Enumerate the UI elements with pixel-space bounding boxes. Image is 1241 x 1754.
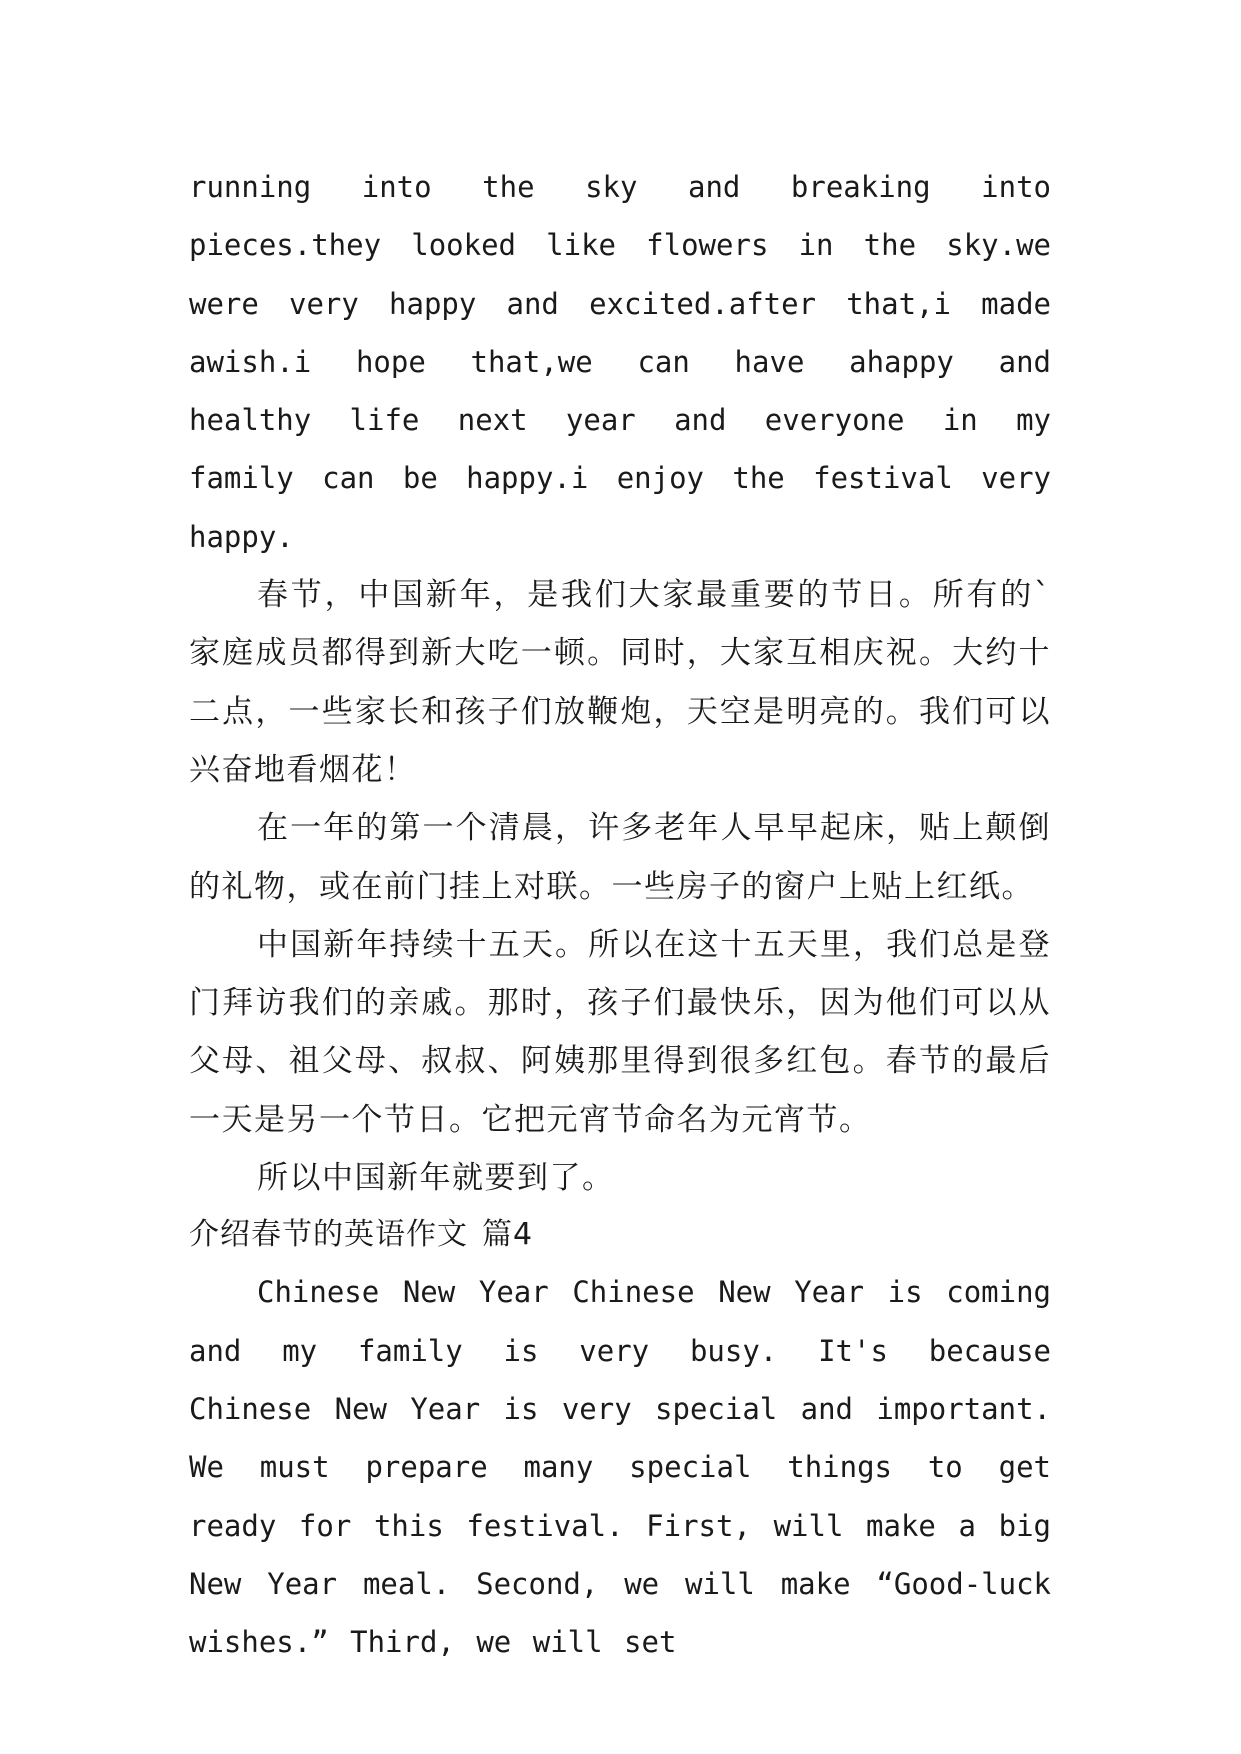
paragraph-spring-festival-intro: 春节，中国新年，是我们大家最重要的节日。所有的`家庭成员都得到新大吃一顿。同时，大家互相庆祝。大约十二点，一些家长和孩子们放鞭炮，天空是明亮的。我们可以兴奋地看烟花！ [189,577,1051,788]
paragraph-closing: 所以中国新年就要到了。 [257,1160,615,1197]
section-heading [189,1207,1051,1263]
paragraph-fifteen-days: 中国新年持续十五天。所以在这十五天里，我们总是登门拜访我们的亲戚。那时，孩子们最快乐，因为他们可以从父母、祖父母、叔叔、阿姨那里得到很多红包。春节的最后一天是另一个节日。它把元宵节命名为元宵节。 [189,926,1051,1138]
section-heading-title: 介绍春节的英语作文 [189,1217,468,1253]
section-heading-number: 篇4 [482,1217,534,1253]
document-body [189,158,1051,1671]
paragraph-first-morning: 在一年的第一个清晨，许多老年人早早起床，贴上颠倒的礼物，或在前门挂上对联。一些房子的窗户上贴上红纸。 [189,810,1051,905]
paragraph-english-new-year: Chinese New Year Chinese New Year is coming and my family is very busy. It's because Chinese New Year is very special and important. We must prepare many special things to get ready for this festival. First, will make a big New Year meal. Second, we will make “Good-luck wishes.” Third, we will set [189,1275,1051,1660]
paragraph-english-fireworks: running into the sky and breaking into pieces.they looked like flowers in the sky.we were very happy and excited.after that,i made awish.i hope that,we can have ahappy and healthy life next year and everyone in my family can be happy.i enjoy the festival very happy. [189,170,1051,554]
